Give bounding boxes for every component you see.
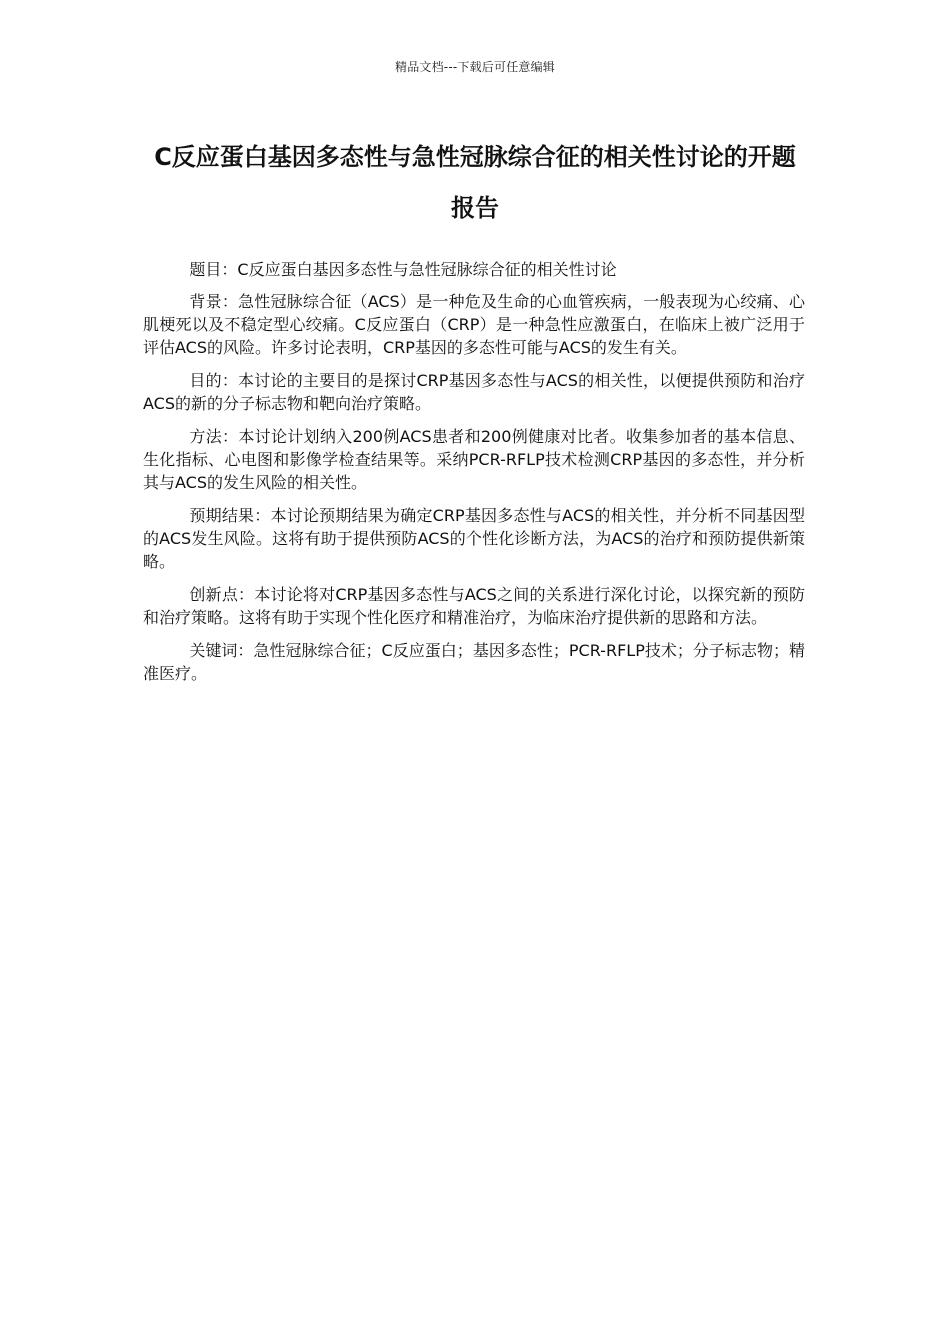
- header-note: 精品文档---下载后可任意编辑: [395, 60, 555, 74]
- paragraph-innovation: 创新点：本讨论将对CRP基因多态性与ACS之间的关系进行深化讨论，以探究新的预防和治疗策略。这将有助于实现个性化医疗和精准治疗，为临床治疗提供新的思路和方法。: [143, 585, 805, 627]
- paragraph-objective: 目的：本讨论的主要目的是探讨CRP基因多态性与ACS的相关性，以便提供预防和治疗ACS的新的分子标志物和靶向治疗策略。: [143, 371, 805, 413]
- document-body: [143, 258, 805, 695]
- paragraph-topic: 题目：C反应蛋白基因多态性与急性冠脉综合征的相关性讨论: [189, 260, 617, 279]
- paragraph-expected-results: 预期结果：本讨论预期结果为确定CRP基因多态性与ACS的相关性，并分析不同基因型的ACS发生风险。这将有助于提供预防ACS的个性化诊断方法，为ACS的治疗和预防提供新策略。: [143, 506, 805, 571]
- paragraph-background: 背景：急性冠脉综合征（ACS）是一种危及生命的心血管疾病，一般表现为心绞痛、心肌梗死以及不稳定型心绞痛。C反应蛋白（CRP）是一种急性应激蛋白，在临床上被广泛用于评估ACS的风险。许多讨论表明，CRP基因的多态性可能与ACS的发生有关。: [143, 292, 805, 357]
- document-title: C反应蛋白基因多态性与急性冠脉综合征的相关性讨论的开题报告: [154, 143, 796, 222]
- paragraph-keywords: 关键词：急性冠脉综合征；C反应蛋白；基因多态性；PCR-RFLP技术；分子标志物；精准医疗。: [143, 641, 805, 683]
- paragraph-methods: 方法：本讨论计划纳入200例ACS患者和200例健康对比者。收集参加者的基本信息、生化指标、心电图和影像学检查结果等。采纳PCR-RFLP技术检测CRP基因的多态性，并分析其与ACS的发生风险的相关性。: [143, 427, 805, 492]
